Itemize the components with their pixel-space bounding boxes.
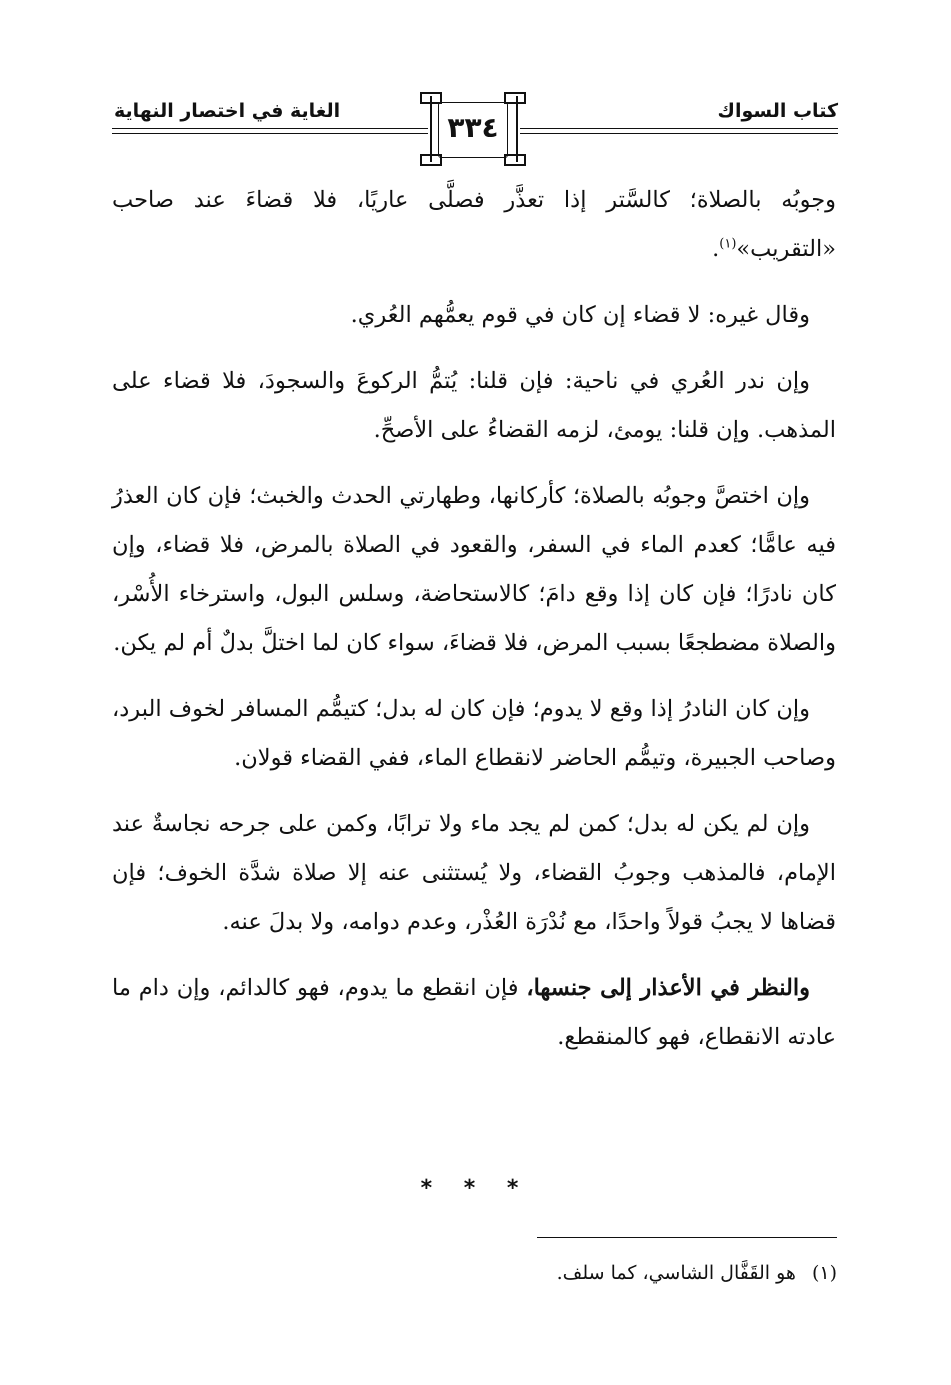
page-number-frame: [420, 92, 528, 168]
header-rule-left-top: [112, 128, 428, 129]
header-rule-right-bottom: [520, 133, 838, 134]
header-rule-left-bottom: [112, 133, 428, 134]
header-rule-right-top: [520, 128, 838, 129]
main-text: [112, 176, 836, 1079]
frame-cap-bl: [420, 154, 442, 166]
footnote-text: هو القَفَّال الشاسي، كما سلف.: [556, 1262, 796, 1284]
footnote: [557, 1258, 837, 1288]
chapter-title: الغاية في اختصار النهاية: [114, 100, 341, 122]
paragraph: وإن ندر العُري في ناحية: فإن قلنا: يُتمُّ الركوعَ والسجودَ، فلا قضاء على المذهب. وإن قلنا: يومئ، لزمه القضاءُ على الأصحِّ.: [112, 368, 836, 443]
footnote-mark: (١): [811, 1262, 837, 1284]
book-title: كتاب السواك: [717, 100, 838, 122]
bold-lead-text: والنظر في الأعذار إلى جنسها،: [526, 975, 810, 1001]
paragraph-tail: .: [712, 236, 720, 262]
paragraph: وقال غيره: لا قضاء إن كان في قوم يعمُّهم العُري.: [350, 302, 810, 328]
frame-cap-tl: [420, 92, 442, 104]
paragraph-text: فإن انقطع ما يدوم، فهو كالدائم، وإن دام ما عادته الانقطاع، فهو كالمنقطع.: [112, 975, 836, 1050]
section-separator: * * *: [420, 1176, 531, 1201]
paragraph-text: وجوبُه بالصلاة؛ كالسَّتر إذا تعذَّر فصلَّى عاريًا، فلا قضاءَ عند صاحب «التقريب»: [112, 187, 836, 262]
page-number: ٣٣٤: [447, 111, 499, 144]
paragraph: وإن كان النادرُ إذا وقع لا يدوم؛ فإن كان له بدل؛ كتيمُّم المسافر لخوف البرد، وصاحب الجبيرة، وتيمُّم الحاضر لانقطاع الماء، ففي القضاء قولان.: [112, 696, 836, 771]
paragraph: وإن لم يكن له بدل؛ كمن لم يجد ماء ولا ترابًا، وكمن على جرحه نجاسةٌ عند الإمام، فالمذهب وجوبُ القضاء، ولا يُستثنى عنه إلا صلاة شدَّة الخوف؛ فإن قضاها لا يجبُ قولاً واحدًا، مع نُدْرَة العُذْر، وعدم دوامه، ولا بدلَ عنه.: [112, 811, 836, 935]
running-header: [112, 92, 838, 172]
frame-cap-br: [504, 154, 526, 166]
footnote-reference[interactable]: (١): [719, 236, 737, 252]
paragraph: وإن اختصَّ وجوبُه بالصلاة؛ كأركانها، وطهارتي الحدث والخبث؛ فإن كان العذرُ فيه عامًّا؛ كعدم الماء في السفر، والقعود في الصلاة بالمرض، فلا قضاء، وإن كان نادرًا؛ فإن كان إذا وقع دامَ؛ كالاستحاضة، وسلس البول، واسترخاء الأُسْر، والصلاة مضطجعًا بسبب المرض، فلا قضاءَ، سواء كان لما اختلَّ بدلٌ أم لم يكن.: [112, 483, 836, 656]
paragraph: [112, 176, 836, 274]
frame-cap-tr: [504, 92, 526, 104]
footnote-divider: [537, 1237, 837, 1238]
paragraph: [112, 964, 836, 1062]
